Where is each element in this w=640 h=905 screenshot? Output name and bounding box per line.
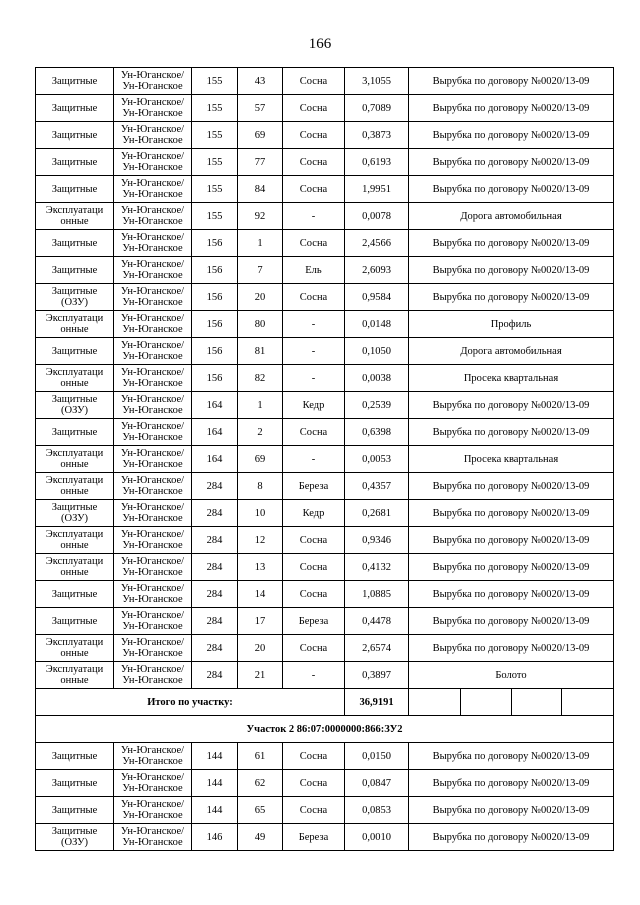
cell-forestry: Ун-Юганское/ Ун-Юганское (114, 581, 192, 608)
cell-quarter: 146 (192, 824, 238, 851)
cell-note: Вырубка по договору №0020/13-09 (409, 230, 614, 257)
cell-species: - (283, 311, 345, 338)
cell-species: Сосна (283, 95, 345, 122)
cell-species: - (283, 338, 345, 365)
cell-species: Береза (283, 608, 345, 635)
cell-plot: 43 (238, 68, 283, 95)
cell-quarter: 284 (192, 581, 238, 608)
cell-species: Сосна (283, 230, 345, 257)
forest-plots-table (35, 67, 614, 851)
cell-species: Сосна (283, 554, 345, 581)
section-title: Участок 2 86:07:0000000:866:ЗУ2 (36, 716, 614, 743)
cell-plot: 21 (238, 662, 283, 689)
cell-forestry: Ун-Юганское/ Ун-Юганское (114, 365, 192, 392)
cell-category: Защитные (36, 122, 114, 149)
table-row (36, 824, 614, 851)
cell-quarter: 284 (192, 608, 238, 635)
cell-forestry: Ун-Юганское/ Ун-Юганское (114, 797, 192, 824)
cell-forestry: Ун-Юганское/ Ун-Юганское (114, 662, 192, 689)
cell-species: Кедр (283, 500, 345, 527)
table-row (36, 743, 614, 770)
cell-note: Вырубка по договору №0020/13-09 (409, 419, 614, 446)
table-row (36, 68, 614, 95)
cell-note: Вырубка по договору №0020/13-09 (409, 743, 614, 770)
cell-category: Эксплуатаци онные (36, 203, 114, 230)
table-row (36, 770, 614, 797)
cell-area: 0,0038 (345, 365, 409, 392)
table-row (36, 392, 614, 419)
cell-category: Защитные (ОЗУ) (36, 284, 114, 311)
cell-quarter: 155 (192, 122, 238, 149)
cell-plot: 69 (238, 122, 283, 149)
cell-area: 1,9951 (345, 176, 409, 203)
cell-plot: 13 (238, 554, 283, 581)
cell-note: Вырубка по договору №0020/13-09 (409, 95, 614, 122)
cell-quarter: 156 (192, 257, 238, 284)
table-row (36, 446, 614, 473)
table-total-block (36, 689, 614, 743)
cell-note: Вырубка по договору №0020/13-09 (409, 122, 614, 149)
table-row (36, 527, 614, 554)
cell-category: Защитные (ОЗУ) (36, 500, 114, 527)
cell-note: Вырубка по договору №0020/13-09 (409, 554, 614, 581)
table-row (36, 95, 614, 122)
cell-species: Кедр (283, 392, 345, 419)
cell-species: - (283, 662, 345, 689)
cell-category: Защитные (36, 743, 114, 770)
cell-quarter: 155 (192, 68, 238, 95)
cell-category: Защитные (ОЗУ) (36, 392, 114, 419)
table-row (36, 608, 614, 635)
cell-category: Эксплуатаци онные (36, 311, 114, 338)
cell-forestry: Ун-Юганское/ Ун-Юганское (114, 176, 192, 203)
cell-forestry: Ун-Юганское/ Ун-Юганское (114, 257, 192, 284)
cell-forestry: Ун-Юганское/ Ун-Юганское (114, 284, 192, 311)
table-row (36, 797, 614, 824)
table-row (36, 554, 614, 581)
cell-species: Сосна (283, 122, 345, 149)
cell-species: Сосна (283, 68, 345, 95)
cell-plot: 81 (238, 338, 283, 365)
cell-category: Эксплуатаци онные (36, 446, 114, 473)
cell-category: Защитные (36, 581, 114, 608)
cell-species: - (283, 365, 345, 392)
cell-area: 0,6193 (345, 149, 409, 176)
cell-quarter: 144 (192, 770, 238, 797)
cell-category: Защитные (36, 608, 114, 635)
cell-forestry: Ун-Юганское/ Ун-Юганское (114, 68, 192, 95)
table-row (36, 662, 614, 689)
cell-quarter: 164 (192, 392, 238, 419)
cell-note: Вырубка по договору №0020/13-09 (409, 473, 614, 500)
cell-forestry: Ун-Юганское/ Ун-Юганское (114, 743, 192, 770)
cell-plot: 12 (238, 527, 283, 554)
cell-plot: 80 (238, 311, 283, 338)
cell-plot: 1 (238, 392, 283, 419)
table-body-block1 (36, 68, 614, 689)
table-row (36, 284, 614, 311)
table-row (36, 176, 614, 203)
cell-area: 0,2539 (345, 392, 409, 419)
cell-species: Сосна (283, 635, 345, 662)
table-row (36, 230, 614, 257)
cell-area: 0,4357 (345, 473, 409, 500)
table-row (36, 257, 614, 284)
cell-forestry: Ун-Юганское/ Ун-Юганское (114, 230, 192, 257)
cell-area: 0,3897 (345, 662, 409, 689)
cell-forestry: Ун-Юганское/ Ун-Юганское (114, 392, 192, 419)
cell-quarter: 144 (192, 743, 238, 770)
cell-forestry: Ун-Юганское/ Ун-Юганское (114, 473, 192, 500)
cell-note: Профиль (409, 311, 614, 338)
cell-note: Вырубка по договору №0020/13-09 (409, 581, 614, 608)
cell-species: - (283, 446, 345, 473)
cell-area: 0,0150 (345, 743, 409, 770)
cell-area: 0,3873 (345, 122, 409, 149)
cell-plot: 65 (238, 797, 283, 824)
cell-forestry: Ун-Юганское/ Ун-Юганское (114, 95, 192, 122)
cell-note: Просека квартальная (409, 446, 614, 473)
total-value: 36,9191 (345, 689, 409, 716)
table-row (36, 635, 614, 662)
cell-area: 0,0010 (345, 824, 409, 851)
cell-forestry: Ун-Юганское/ Ун-Юганское (114, 149, 192, 176)
cell-note: Вырубка по договору №0020/13-09 (409, 527, 614, 554)
cell-area: 2,6574 (345, 635, 409, 662)
cell-note: Просека квартальная (409, 365, 614, 392)
cell-category: Защитные (36, 149, 114, 176)
cell-note: Вырубка по договору №0020/13-09 (409, 284, 614, 311)
table-row (36, 500, 614, 527)
cell-plot: 77 (238, 149, 283, 176)
cell-area: 0,0148 (345, 311, 409, 338)
cell-category: Эксплуатаци онные (36, 662, 114, 689)
cell-plot: 20 (238, 284, 283, 311)
cell-note: Вырубка по договору №0020/13-09 (409, 68, 614, 95)
cell-category: Защитные (36, 770, 114, 797)
cell-quarter: 156 (192, 338, 238, 365)
cell-area: 0,9346 (345, 527, 409, 554)
cell-area: 0,0853 (345, 797, 409, 824)
cell-plot: 20 (238, 635, 283, 662)
cell-quarter: 284 (192, 473, 238, 500)
cell-note: Дорога автомобильная (409, 203, 614, 230)
cell-area: 0,7089 (345, 95, 409, 122)
cell-plot: 7 (238, 257, 283, 284)
cell-quarter: 155 (192, 149, 238, 176)
cell-forestry: Ун-Юганское/ Ун-Юганское (114, 419, 192, 446)
cell-species: - (283, 203, 345, 230)
cell-plot: 14 (238, 581, 283, 608)
cell-species: Сосна (283, 149, 345, 176)
cell-category: Эксплуатаци онные (36, 473, 114, 500)
cell-species: Сосна (283, 419, 345, 446)
cell-plot: 10 (238, 500, 283, 527)
cell-species: Береза (283, 473, 345, 500)
cell-plot: 62 (238, 770, 283, 797)
cell-area: 0,9584 (345, 284, 409, 311)
cell-quarter: 156 (192, 230, 238, 257)
cell-note: Вырубка по договору №0020/13-09 (409, 500, 614, 527)
cell-area: 0,6398 (345, 419, 409, 446)
cell-forestry: Ун-Юганское/ Ун-Юганское (114, 122, 192, 149)
cell-quarter: 284 (192, 635, 238, 662)
cell-species: Сосна (283, 527, 345, 554)
cell-forestry: Ун-Юганское/ Ун-Юганское (114, 527, 192, 554)
cell-quarter: 155 (192, 176, 238, 203)
cell-note: Вырубка по договору №0020/13-09 (409, 257, 614, 284)
cell-note: Вырубка по договору №0020/13-09 (409, 824, 614, 851)
cell-category: Защитные (36, 797, 114, 824)
cell-note: Вырубка по договору №0020/13-09 (409, 770, 614, 797)
cell-quarter: 164 (192, 419, 238, 446)
table-row (36, 473, 614, 500)
cell-plot: 8 (238, 473, 283, 500)
cell-quarter: 284 (192, 527, 238, 554)
cell-species: Береза (283, 824, 345, 851)
table-row (36, 311, 614, 338)
cell-area: 0,4478 (345, 608, 409, 635)
cell-forestry: Ун-Юганское/ Ун-Юганское (114, 500, 192, 527)
cell-species: Сосна (283, 176, 345, 203)
cell-note: Вырубка по договору №0020/13-09 (409, 149, 614, 176)
table-row (36, 581, 614, 608)
cell-quarter: 156 (192, 365, 238, 392)
cell-area: 0,2681 (345, 500, 409, 527)
table-row (36, 203, 614, 230)
table-row (36, 149, 614, 176)
cell-category: Эксплуатаци онные (36, 365, 114, 392)
cell-forestry: Ун-Юганское/ Ун-Юганское (114, 554, 192, 581)
cell-quarter: 284 (192, 500, 238, 527)
cell-category: Эксплуатаци онные (36, 527, 114, 554)
cell-category: Защитные (36, 176, 114, 203)
cell-note: Дорога автомобильная (409, 338, 614, 365)
cell-plot: 61 (238, 743, 283, 770)
cell-category: Защитные (ОЗУ) (36, 824, 114, 851)
cell-area: 2,4566 (345, 230, 409, 257)
total-empty-cells (409, 689, 614, 716)
cell-quarter: 144 (192, 797, 238, 824)
cell-note: Вырубка по договору №0020/13-09 (409, 176, 614, 203)
cell-area: 2,6093 (345, 257, 409, 284)
cell-plot: 57 (238, 95, 283, 122)
cell-species: Ель (283, 257, 345, 284)
table-row (36, 122, 614, 149)
cell-area: 0,0847 (345, 770, 409, 797)
cell-forestry: Ун-Юганское/ Ун-Юганское (114, 446, 192, 473)
cell-category: Защитные (36, 230, 114, 257)
cell-plot: 49 (238, 824, 283, 851)
cell-quarter: 155 (192, 203, 238, 230)
total-label: Итого по участку: (36, 689, 345, 716)
cell-species: Сосна (283, 284, 345, 311)
cell-forestry: Ун-Юганское/ Ун-Юганское (114, 608, 192, 635)
cell-species: Сосна (283, 797, 345, 824)
cell-species: Сосна (283, 743, 345, 770)
cell-quarter: 155 (192, 95, 238, 122)
table-row (36, 365, 614, 392)
cell-forestry: Ун-Юганское/ Ун-Юганское (114, 311, 192, 338)
cell-quarter: 164 (192, 446, 238, 473)
cell-plot: 1 (238, 230, 283, 257)
page-number: 166 (308, 36, 332, 52)
cell-note: Вырубка по договору №0020/13-09 (409, 635, 614, 662)
cell-category: Защитные (36, 338, 114, 365)
table-row (36, 419, 614, 446)
cell-quarter: 156 (192, 284, 238, 311)
cell-plot: 17 (238, 608, 283, 635)
table-body-block2 (36, 743, 614, 851)
cell-category: Защитные (36, 257, 114, 284)
cell-forestry: Ун-Юганское/ Ун-Юганское (114, 203, 192, 230)
cell-category: Защитные (36, 419, 114, 446)
cell-category: Эксплуатаци онные (36, 635, 114, 662)
cell-category: Эксплуатаци онные (36, 554, 114, 581)
cell-forestry: Ун-Юганское/ Ун-Юганское (114, 770, 192, 797)
cell-forestry: Ун-Юганское/ Ун-Юганское (114, 824, 192, 851)
section-row (36, 716, 614, 743)
cell-note: Вырубка по договору №0020/13-09 (409, 797, 614, 824)
cell-area: 0,0053 (345, 446, 409, 473)
cell-plot: 82 (238, 365, 283, 392)
cell-area: 0,4132 (345, 554, 409, 581)
cell-note: Вырубка по договору №0020/13-09 (409, 608, 614, 635)
cell-quarter: 284 (192, 662, 238, 689)
cell-area: 0,0078 (345, 203, 409, 230)
cell-plot: 92 (238, 203, 283, 230)
table-row (36, 338, 614, 365)
cell-species: Сосна (283, 581, 345, 608)
cell-species: Сосна (283, 770, 345, 797)
total-row (36, 689, 614, 716)
cell-category: Защитные (36, 68, 114, 95)
cell-note: Вырубка по договору №0020/13-09 (409, 392, 614, 419)
cell-category: Защитные (36, 95, 114, 122)
cell-plot: 84 (238, 176, 283, 203)
cell-quarter: 156 (192, 311, 238, 338)
cell-note: Болото (409, 662, 614, 689)
cell-area: 3,1055 (345, 68, 409, 95)
cell-plot: 2 (238, 419, 283, 446)
cell-quarter: 284 (192, 554, 238, 581)
cell-forestry: Ун-Юганское/ Ун-Юганское (114, 635, 192, 662)
cell-area: 1,0885 (345, 581, 409, 608)
cell-plot: 69 (238, 446, 283, 473)
cell-area: 0,1050 (345, 338, 409, 365)
cell-forestry: Ун-Юганское/ Ун-Юганское (114, 338, 192, 365)
